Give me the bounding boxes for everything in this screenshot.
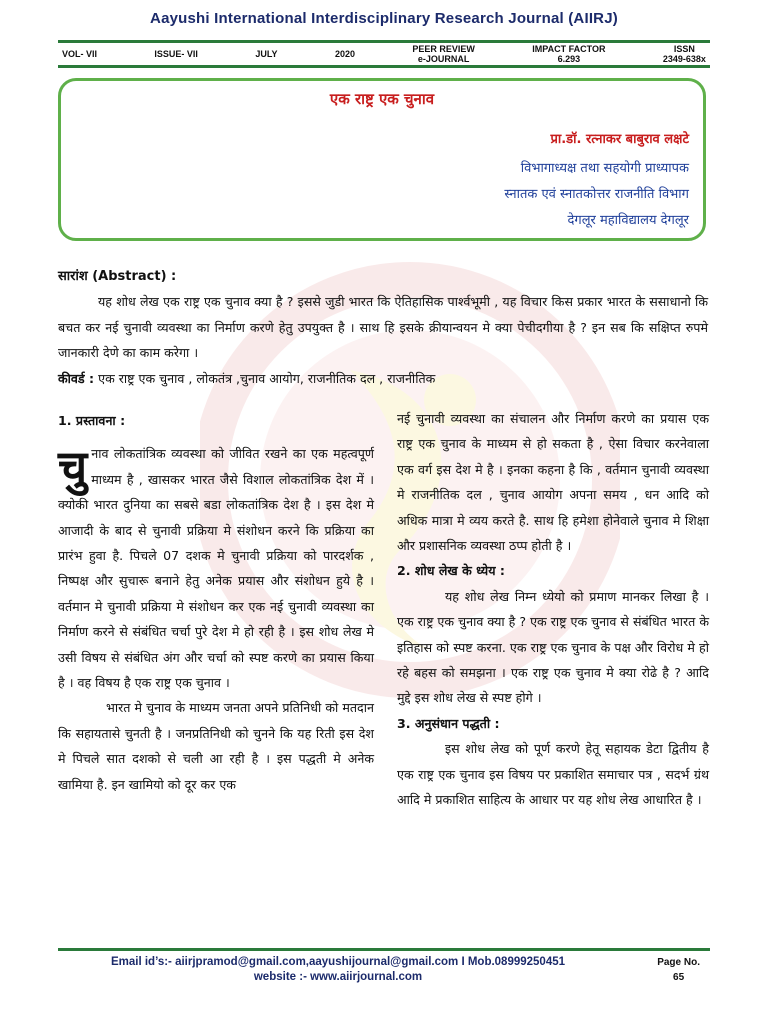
- footer-contact: [58, 955, 618, 985]
- page-number-block: [657, 955, 700, 985]
- year-label: 2020: [334, 49, 355, 59]
- author-block: [504, 129, 689, 234]
- issn-value: 2349-638x: [662, 54, 706, 64]
- peer-review-label: [412, 44, 475, 64]
- methodology-paragraph: इस शोध लेख को पूर्ण करणे हेतू सहायक डेटा द्वितीय है एक राष्ट्र एक चुनाव इस विषय पर प्रकाशित समाचार पत्र , सदर्भ ग्रंथ आदि मे प्रकाशित साहित्य के आधार पर यह शोध लेख आधारित है ।: [397, 741, 709, 808]
- drop-cap: चु: [58, 440, 88, 495]
- section-1-heading: 1. प्रस्तावना :: [58, 413, 126, 428]
- section-2-heading: 2. शोध लेख के ध्येय :: [397, 563, 505, 579]
- intro-paragraph-2: भारत मे चुनाव के माध्यम जनता अपने प्रतिनिधी को मतदान कि सहायतासे चुनती है । जनप्रतिनिधी को चुनने कि यह रिती इस देश मे पिचले सात दशको से चली आ रही है । इस पद्धती मे अनेक खामिया है. इन खामियो को दूर कर एक: [58, 700, 374, 792]
- objectives-paragraph: यह शोध लेख निम्न ध्येयो को प्रमाण मानकर लिखा है । एक राष्ट्र एक चुनाव क्या है ? एक राष्ट्र एक चुनाव से संबंधित भारत के इतिहास को स्पष्ट करना. एक राष्ट्र एक चुनाव के पक्ष और विरोध मे हो रहे बहस को समझना । एक राष्ट्र एक चुनाव मे क्या रोढे है ? आदि मुद्दे इस शोध लेख से स्पष्ट होगे ।: [397, 588, 709, 706]
- journal-title: Aayushi International Interdisciplinary Research Journal (AIIRJ): [150, 10, 618, 27]
- page-number: 65: [673, 972, 685, 983]
- keywords-line: [58, 366, 708, 391]
- intro-paragraph-1-text: नाव लोकतांत्रिक व्यवस्था को जीवित रखने का एक महत्वपूर्ण माध्यम है , खासकर भारत जैसे विशाल लोकतांत्रिक देश में । क्योकी भारत दुनिया का सबसे बडा लोकतांत्रिक देश है । इस देश मे आजादी के बाद से चुनावी प्रक्रिया मे संशोधन करने कि प्रक्रिया का प्रारंभ हुवा है. पिचले 07 दशक मे चुनावी प्रक्रिया को पारदर्शक , निष्पक्ष और सुचारू बनाने हेतु अनेक प्रयास और संशोधन हुये है । वर्तमान मे चुनावी प्रक्रिया मे संशोधन कर एक नई चुनावी व्यवस्था का निर्माण करने से संबंधित चर्चा पुरे देश मे हो रही है । इस शोध लेख मे उसी विषय से संबंधित अंग और चर्चा को स्पष्ट करणे का प्रयास किया है । वह विषय है एक राष्ट्र एक चुनाव ।: [58, 446, 374, 691]
- section-3-heading: 3. अनुसंधान पद्धती :: [397, 715, 500, 731]
- author-name: प्रा.डॉ. रत्नाकर बाबुराव लक्षटे: [550, 132, 689, 147]
- intro-continuation: नई चुनावी व्यवस्था का संचालन और निर्माण करणे का प्रयास एक राष्ट्र एक चुनाव के माध्यम से हो सकता है , ऐसा विचार करनेवाला एक वर्ग इस देश मे है । इनका कहना है कि , वर्तमान चुनावी व्यवस्था मे राजनीतिक दल , चुनाव आयोग अपना समय , धन आदि को अधिक मात्रा मे व्यय करते है. साथ हि हमेशा होनेवाले चुनाव मे शिक्षा और प्रशासनिक व्यवस्था ठप्प होती है ।: [397, 411, 709, 554]
- left-column: [58, 408, 374, 797]
- footer-website-line: website :- www.aiirjournal.com: [253, 971, 423, 983]
- keywords-text: एक राष्ट्र एक चुनाव , लोकतंत्र ,चुनाव आयोग, राजनीतिक दल , राजनीतिक: [98, 370, 436, 386]
- issue-label: ISSUE- VII: [154, 49, 198, 59]
- issue-info-bar: [58, 40, 710, 68]
- footer-email-line: Email id’s:- aiirjpramod@gmail.com,aayushijournal@gmail.com I Mob.08999250451: [110, 956, 566, 968]
- volume-label: VOL- VII: [62, 49, 98, 59]
- impact-factor: [532, 44, 605, 64]
- intro-paragraph-1: [58, 441, 374, 695]
- paper-title: एक राष्ट्र एक चुनाव: [329, 90, 435, 108]
- issn-label: ISSN: [673, 44, 695, 54]
- abstract-section: [58, 264, 708, 391]
- page-number-label: Page No.: [657, 957, 700, 968]
- abstract-heading: सारांश (Abstract) :: [58, 269, 177, 284]
- footer: [58, 948, 710, 986]
- affiliation-line-1: विभागाध्यक्ष तथा सहयोगी प्राध्यापक: [520, 161, 689, 176]
- peer-review-line-2: e-JOURNAL: [417, 54, 470, 64]
- issn: [663, 44, 706, 64]
- affiliation-line-3: देगलूर महाविद्यालय देगलूर: [567, 213, 689, 228]
- right-column: [397, 406, 709, 813]
- abstract-text: यह शोध लेख एक राष्ट्र एक चुनाव क्या है ? इससे जुडी भारत कि ऐतिहासिक पार्श्वभूमी , यह विचार किस प्रकार भारत के ससाधानो कि बचत कर नई चुनावी व्यवस्था का निर्माण करणे हेतु उपयुक्त है । साथ हि इसके क्रीयान्वयन मे क्या पेचीदगीया है ? इन सब कि सक्षिप्त रुपमे जानकारी देणे का काम करेगा ।: [58, 294, 708, 361]
- affiliation-line-2: स्नातक एवं स्नातकोत्तर राजनीति विभाग: [504, 187, 689, 202]
- peer-review-line-1: PEER REVIEW: [412, 44, 475, 54]
- keywords-label: कीवर्ड :: [58, 370, 95, 386]
- title-box: [58, 78, 706, 241]
- impact-factor-label: IMPACT FACTOR: [532, 44, 606, 54]
- impact-factor-value: 6.293: [557, 54, 581, 64]
- month-label: JULY: [255, 49, 278, 59]
